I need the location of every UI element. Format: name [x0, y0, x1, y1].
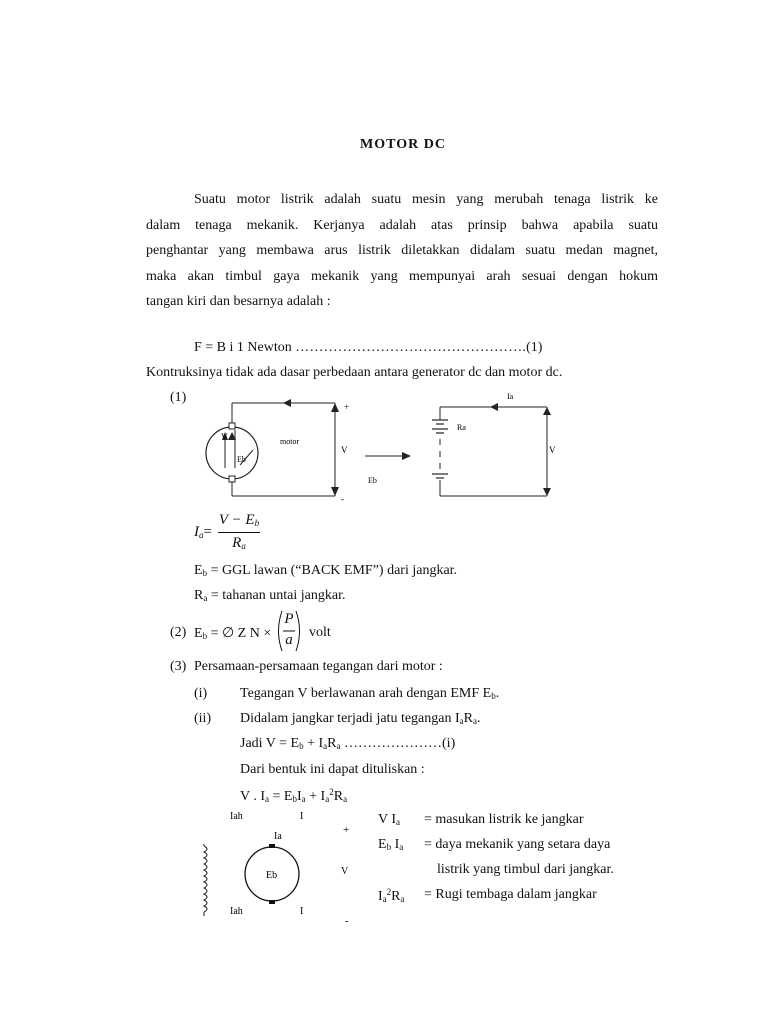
diagram1-label: (1) [170, 390, 187, 405]
power-sub1: a [265, 794, 270, 804]
diagram2-v: V [341, 866, 349, 877]
legend-ir-symbol: I [378, 889, 383, 904]
diagram2-i-top: I [300, 811, 304, 822]
ia-formula-den-sub: a [241, 541, 246, 551]
power-r: R [333, 789, 344, 804]
force-formula [194, 340, 542, 356]
power-sub5: a [343, 794, 348, 804]
item-ii-body: Didalam jangkar terjadi jatu tegangan I [240, 711, 460, 726]
legend-ir-sq: 2 [386, 887, 392, 897]
force-formula-dots: …………………………………………. [295, 340, 527, 355]
item-i-body: Tegangan V berlawanan arah dengan EMF E [240, 686, 492, 701]
jadi-equation [240, 736, 455, 752]
legend-vi-desc: = masukan listrik ke jangkar [424, 812, 584, 827]
item-i-sub: b [491, 691, 496, 701]
legend-ir-sub: a [382, 894, 387, 904]
item-ii-text [240, 711, 480, 727]
diagram1-ra-label: Ra [457, 423, 466, 432]
ra-definition [194, 588, 345, 604]
paragraph-line: maka akan timbul gaya mekanik yang mempunyai arah sesuai dengan hokum [146, 268, 658, 284]
diagram1-v-label: V [221, 432, 228, 442]
ia-formula-lhs [194, 524, 212, 541]
item-ii-sub1: a [459, 716, 464, 726]
jadi-mid: + I [303, 736, 324, 751]
item-ii-end: . [476, 711, 481, 726]
ia-formula-sub: a [199, 530, 204, 540]
diagram2-i-bottom: I [300, 906, 304, 917]
legend-ebi [378, 837, 403, 853]
paragraph-line: Suatu motor listrik adalah suatu mesin yang merubah tenaga listrik ke [194, 192, 658, 207]
item-i-end: . [495, 686, 500, 701]
legend-ebi-desc: = daya mekanik yang setara daya [424, 837, 611, 852]
legend-ir-r: R [391, 889, 401, 904]
diagram1-motor-label: motor [280, 437, 300, 446]
formula2-middle: = ∅ Z N × [207, 626, 272, 641]
formula2-frac-bottom: a [285, 632, 293, 648]
legend-vi-symbol: V I [378, 812, 397, 827]
diagram2-iah-top: Iah [230, 811, 243, 822]
construction-line: Kontruksinya tidak ada dasar perbedaan antara generator dc dan motor dc. [146, 365, 563, 380]
diagram1-plus: + [344, 402, 350, 412]
force-formula-text: F = B i 1 Newton [194, 340, 292, 355]
eb-def-text: = GGL lawan (“BACK EMF”) dari jangkar. [207, 563, 458, 578]
motor-circuit-diagram [195, 390, 575, 505]
legend-ebi-i: I [391, 837, 400, 852]
legend-ebi-sub: b [386, 842, 392, 852]
section3-number: (3) [170, 659, 187, 674]
item-ii-mid: R [463, 711, 473, 726]
formula2-lhs [194, 625, 271, 642]
legend-vi-sub: a [396, 817, 401, 827]
formula2-symbol: E [194, 626, 203, 641]
ia-formula-symbol: I [194, 524, 199, 540]
power-plus: + I [305, 789, 326, 804]
ia-formula-numerator [214, 512, 264, 529]
ra-def-sub: a [203, 593, 208, 603]
dari-line: Dari bentuk ini dapat dituliskan : [240, 762, 425, 777]
eb-def-sub: b [202, 568, 208, 578]
formula2-frac-top: P [284, 611, 294, 627]
legend-ir-sub2: a [400, 894, 405, 904]
ia-formula-num-text: V − E [218, 512, 255, 528]
formula2-sub: b [202, 631, 208, 641]
diagram2-minus: - [345, 916, 349, 927]
power-sub2: b [292, 794, 297, 804]
motor-power-diagram [190, 806, 370, 928]
power-mid: = E [269, 789, 293, 804]
paragraph-line: penghantar yang membawa arus listrik diletakkan didalam suatu medan magnet, [146, 243, 658, 258]
formula2-number: (2) [170, 625, 187, 640]
diagram1-v-mid: V [341, 445, 348, 455]
jadi-sub2: a [323, 741, 328, 751]
diagram1-minus: - [341, 494, 344, 504]
diagram1-eb-label: Eb [237, 455, 246, 464]
diagram1-v-right: V [549, 445, 556, 455]
legend-ebi-symbol: E [378, 837, 387, 852]
jadi-dots: ………………… [340, 736, 443, 751]
ra-def-symbol: R [194, 588, 204, 603]
power-i: I [296, 789, 302, 804]
item-ii-number: (ii) [194, 711, 212, 726]
power-pre: V . I [240, 789, 266, 804]
page-title: MOTOR DC [360, 137, 446, 152]
diagram1-eb-mid: Eb [368, 476, 377, 485]
diagram1-ia-label: Ia [507, 392, 514, 401]
paragraph-line: dalam tenaga mekanik. Kerjanya adalah atas prinsip bahwa apabila suatu [146, 217, 658, 233]
ia-formula-den-text: R [232, 535, 242, 551]
power-sub3: a [301, 794, 306, 804]
jadi-r: R [327, 736, 337, 751]
legend-ebi-desc2: listrik yang timbul dari jangkar. [437, 862, 614, 877]
power-equation [240, 787, 347, 805]
formula2-unit: volt [309, 625, 331, 640]
ia-formula-fraction-bar [218, 532, 260, 533]
paragraph-line: tangan kiri dan besarnya adalah : [146, 294, 331, 309]
jadi-pre: Jadi V = E [240, 736, 300, 751]
jadi-sub3: a [336, 741, 341, 751]
ia-formula-eq: = [203, 524, 212, 540]
intro-paragraph [146, 187, 658, 315]
power-sub4: a [325, 794, 330, 804]
ia-formula-num-sub: b [254, 518, 260, 528]
ra-def-text: = tahanan untai jangkar. [207, 588, 346, 603]
legend-vi [378, 812, 400, 828]
item-ii-sub2: a [472, 716, 477, 726]
jadi-number: (i) [442, 736, 456, 751]
item-i-number: (i) [194, 686, 208, 701]
eb-definition [194, 563, 457, 579]
eb-def-symbol: E [194, 563, 203, 578]
ia-formula-denominator [214, 535, 264, 552]
diagram2-plus: + [343, 824, 350, 836]
legend-ir-desc: = Rugi tembaga dalam jangkar [424, 887, 597, 902]
diagram2-ia: Ia [274, 831, 282, 842]
force-formula-number: (1) [526, 340, 543, 355]
legend-ir [378, 887, 405, 905]
item-i-text [240, 686, 499, 702]
diagram2-iah-bottom: Iah [230, 906, 243, 917]
legend-ebi-sub2: a [399, 842, 404, 852]
jadi-sub1: b [299, 741, 304, 751]
power-sq: 2 [329, 787, 334, 797]
diagram2-eb: Eb [266, 870, 278, 881]
section3-text: Persamaan-persamaan tegangan dari motor : [194, 659, 443, 674]
